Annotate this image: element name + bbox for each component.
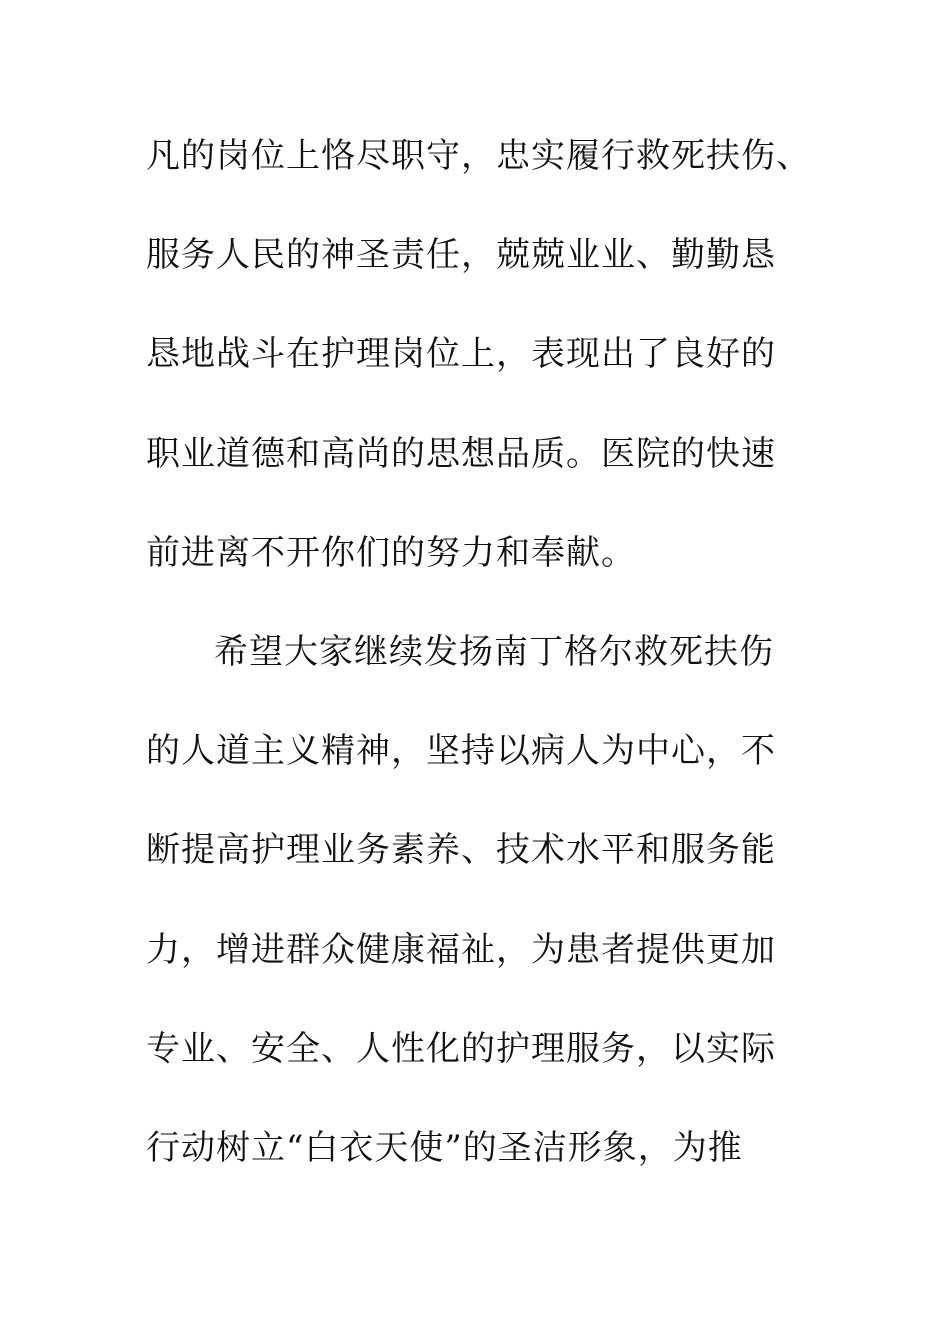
text-line: 职业道德和高尚的思想品质。医院的快速 [146,433,776,474]
paragraph-1 [146,125,826,621]
text-line: 凡的岗位上恪尽职守，忠实履行救死扶伤、 [146,136,811,176]
text-line: 行动树立“白衣天使”的圣洁形象，为推 [146,1127,743,1168]
text-line: 断提高护理业务素养、技术水平和服务能 [146,830,776,871]
text-line: 前进离不开你们的努力和奉献。 [146,532,636,573]
text-line: 的人道主义精神，坚持以病人为中心，不 [146,731,776,772]
text-line: 专业、安全、人性化的护理服务，以实际 [146,1028,776,1069]
body-text [146,125,826,1216]
paragraph-2 [146,621,826,1216]
text-line: 服务人民的神圣责任，兢兢业业、勤勤恳 [146,235,776,276]
text-line: 力，增进群众健康福祉，为患者提供更加 [146,929,776,970]
text-line: 恳地战斗在护理岗位上，表现出了良好的 [146,334,776,375]
text-line: 希望大家继续发扬南丁格尔救死扶伤 [214,631,774,672]
